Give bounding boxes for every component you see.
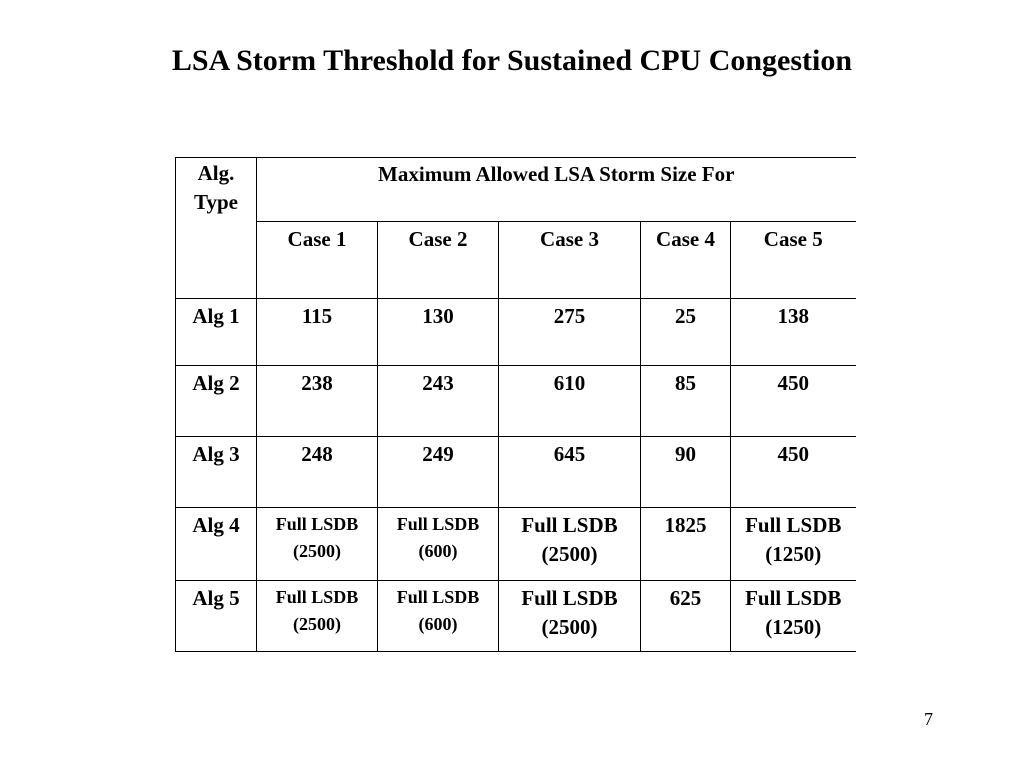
case-header-label: Case 1 — [287, 227, 347, 251]
cell-value: 645 — [553, 442, 586, 466]
case-header-row — [176, 222, 856, 299]
row-label-text: Alg 2 — [192, 371, 240, 395]
table-cell — [378, 581, 499, 652]
cell-value: 610 — [553, 371, 586, 395]
cell-value: 130 — [422, 304, 454, 328]
row-label-text: Alg 4 — [192, 513, 240, 537]
table-cell — [257, 508, 378, 581]
table-header-row — [176, 158, 856, 222]
row-label — [176, 437, 257, 508]
cell-value-line-1: Full LSDB — [745, 586, 842, 610]
table-cell — [641, 437, 731, 508]
cell-value: 248 — [301, 442, 333, 466]
cell-value-line-2: (600) — [418, 541, 458, 561]
table-cell — [641, 508, 731, 581]
row-label-text: Alg 1 — [192, 304, 240, 328]
table-cell — [378, 437, 499, 508]
cell-value-line-2: (2500) — [541, 542, 598, 566]
case-header-label: Case 5 — [763, 227, 823, 251]
group-header — [257, 158, 856, 222]
table-cell — [378, 299, 499, 366]
table-cell — [731, 366, 856, 437]
table-cell — [257, 437, 378, 508]
cell-value-line-2: (1250) — [765, 542, 822, 566]
alg-type-header — [176, 158, 257, 299]
table-cell — [257, 299, 378, 366]
cell-value: 85 — [675, 371, 696, 395]
cell-value: 138 — [777, 304, 809, 328]
table-row — [176, 366, 856, 437]
cell-value: 625 — [669, 586, 702, 610]
row-label — [176, 366, 257, 437]
cell-value-line-1: Full LSDB — [521, 586, 618, 610]
case-header-1 — [257, 222, 378, 299]
cell-value-line-2: (2500) — [293, 541, 341, 561]
cell-value: 115 — [301, 304, 333, 328]
row-label-text: Alg 5 — [192, 586, 240, 610]
row-label — [176, 581, 257, 652]
cell-value-line-1: Full LSDB — [396, 587, 480, 607]
group-header-label: Maximum Allowed LSA Storm Size For — [378, 162, 735, 186]
row-label — [176, 508, 257, 581]
cell-value: 25 — [675, 304, 696, 328]
cell-value: 243 — [422, 371, 454, 395]
alg-type-header-line-1: Alg. — [197, 161, 235, 185]
case-header-2 — [378, 222, 499, 299]
slide-title: LSA Storm Threshold for Sustained CPU Congestion — [171, 44, 853, 77]
case-header-label: Case 2 — [408, 227, 468, 251]
case-header-label: Case 3 — [540, 227, 599, 251]
table-cell — [499, 508, 641, 581]
table-cell — [499, 581, 641, 652]
table-cell — [731, 508, 856, 581]
table-cell — [499, 299, 641, 366]
table-cell — [731, 299, 856, 366]
page-number: 7 — [924, 709, 933, 729]
table-cell — [257, 581, 378, 652]
case-header-3 — [499, 222, 641, 299]
cell-value: 90 — [675, 442, 696, 466]
table-cell — [257, 366, 378, 437]
table-cell — [641, 581, 731, 652]
case-header-4 — [641, 222, 731, 299]
cell-value-line-1: Full LSDB — [396, 514, 480, 534]
table-cell — [378, 508, 499, 581]
cell-value-line-2: (2500) — [293, 614, 341, 634]
case-header-label: Case 4 — [656, 227, 715, 251]
table-cell — [499, 437, 641, 508]
cell-value-line-2: (1250) — [765, 615, 822, 639]
cell-value-line-1: Full LSDB — [275, 587, 359, 607]
cell-value: 249 — [422, 442, 454, 466]
cell-value-line-2: (600) — [418, 614, 458, 634]
cell-value: 450 — [777, 442, 809, 466]
cell-value: 238 — [301, 371, 333, 395]
table-cell — [499, 366, 641, 437]
table-cell — [641, 299, 731, 366]
table-row — [176, 508, 856, 581]
case-header-5 — [731, 222, 856, 299]
table-cell — [731, 437, 856, 508]
alg-type-header-line-2: Type — [194, 190, 238, 214]
cell-value-line-2: (2500) — [541, 615, 598, 639]
cell-value: 1825 — [664, 513, 707, 537]
cell-value-line-1: Full LSDB — [745, 513, 842, 537]
cell-value: 450 — [777, 371, 809, 395]
table-cell — [731, 581, 856, 652]
table-cell — [641, 366, 731, 437]
cell-value-line-1: Full LSDB — [521, 513, 618, 537]
cell-value: 275 — [553, 304, 586, 328]
table-row — [176, 581, 856, 652]
cell-value-line-1: Full LSDB — [275, 514, 359, 534]
table-cell — [378, 366, 499, 437]
lsa-storm-threshold-table — [175, 157, 856, 652]
row-label-text: Alg 3 — [192, 442, 240, 466]
table-row — [176, 299, 856, 366]
row-label — [176, 299, 257, 366]
table-row — [176, 437, 856, 508]
